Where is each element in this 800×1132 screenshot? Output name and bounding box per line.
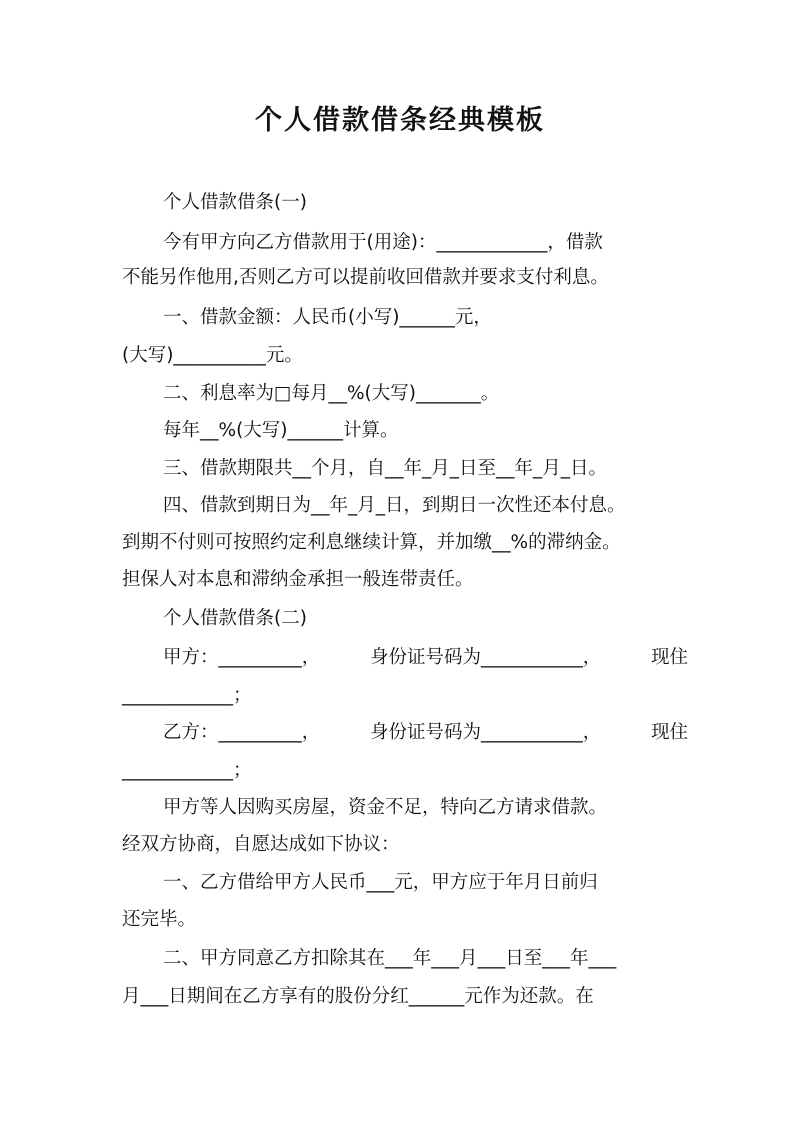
paragraph-line: 今有甲方向乙方借款用于(用途)：____________，借款 [163,232,603,253]
section-heading-2: 个人借款借条(二) [163,608,307,629]
paragraph-line: 二、甲方同意乙方扣除其在___年___月___日至___年___ [163,948,617,969]
paragraph-line: 到期不付则可按照约定利息继续计算，并加缴__%的滞纳金。 [122,532,621,553]
party-a-line [163,645,688,671]
party-a-address-label: 现住 [650,647,688,668]
party-b-line [163,720,688,746]
section-heading-1: 个人借款借条(一) [163,192,307,213]
paragraph-line: 经双方协商，自愿达成如下协议： [122,834,400,855]
party-b-address-label: 现住 [650,722,688,743]
paragraph-line: 四、借款到期日为__年_月_日，到期日一次性还本付息。 [163,495,626,516]
party-b-id: 身份证号码为___________， [369,722,602,743]
party-a-label: 甲方：_________， [163,647,321,668]
paragraph-line: 不能另作他用,否则乙方可以提前收回借款并要求支付利息。 [122,267,609,288]
paragraph-line: 担保人对本息和滞纳金承担一般连带责任。 [122,569,474,590]
paragraph-line: 三、借款期限共__个月，自__年_月_日至__年_月_日。 [163,458,608,479]
party-b-address-blank: ____________； [122,760,252,781]
paragraph-line: 一、借款金额：人民币(小写)______元， [163,307,492,328]
paragraph-line: 二、利息率为□每月__%(大写)_______。 [163,383,500,404]
paragraph-line: 月___日期间在乙方享有的股份分红______元作为还款。在 [122,986,594,1007]
party-a-id: 身份证号码为___________， [369,647,602,668]
party-a-address-blank: ____________； [122,685,252,706]
paragraph-line: 每年__%(大写)______计算。 [163,420,399,441]
paragraph-line: 还完毕。 [122,909,197,930]
paragraph-line: 一、乙方借给甲方人民币___元，甲方应于年月日前归 [163,872,598,893]
party-b-label: 乙方：_________， [163,722,321,743]
paragraph-line: 甲方等人因购买房屋，资金不足，特向乙方请求借款。 [163,797,608,818]
paragraph-line: (大写)__________元。 [122,345,303,366]
document-title: 个人借款借条经典模板 [255,105,545,136]
